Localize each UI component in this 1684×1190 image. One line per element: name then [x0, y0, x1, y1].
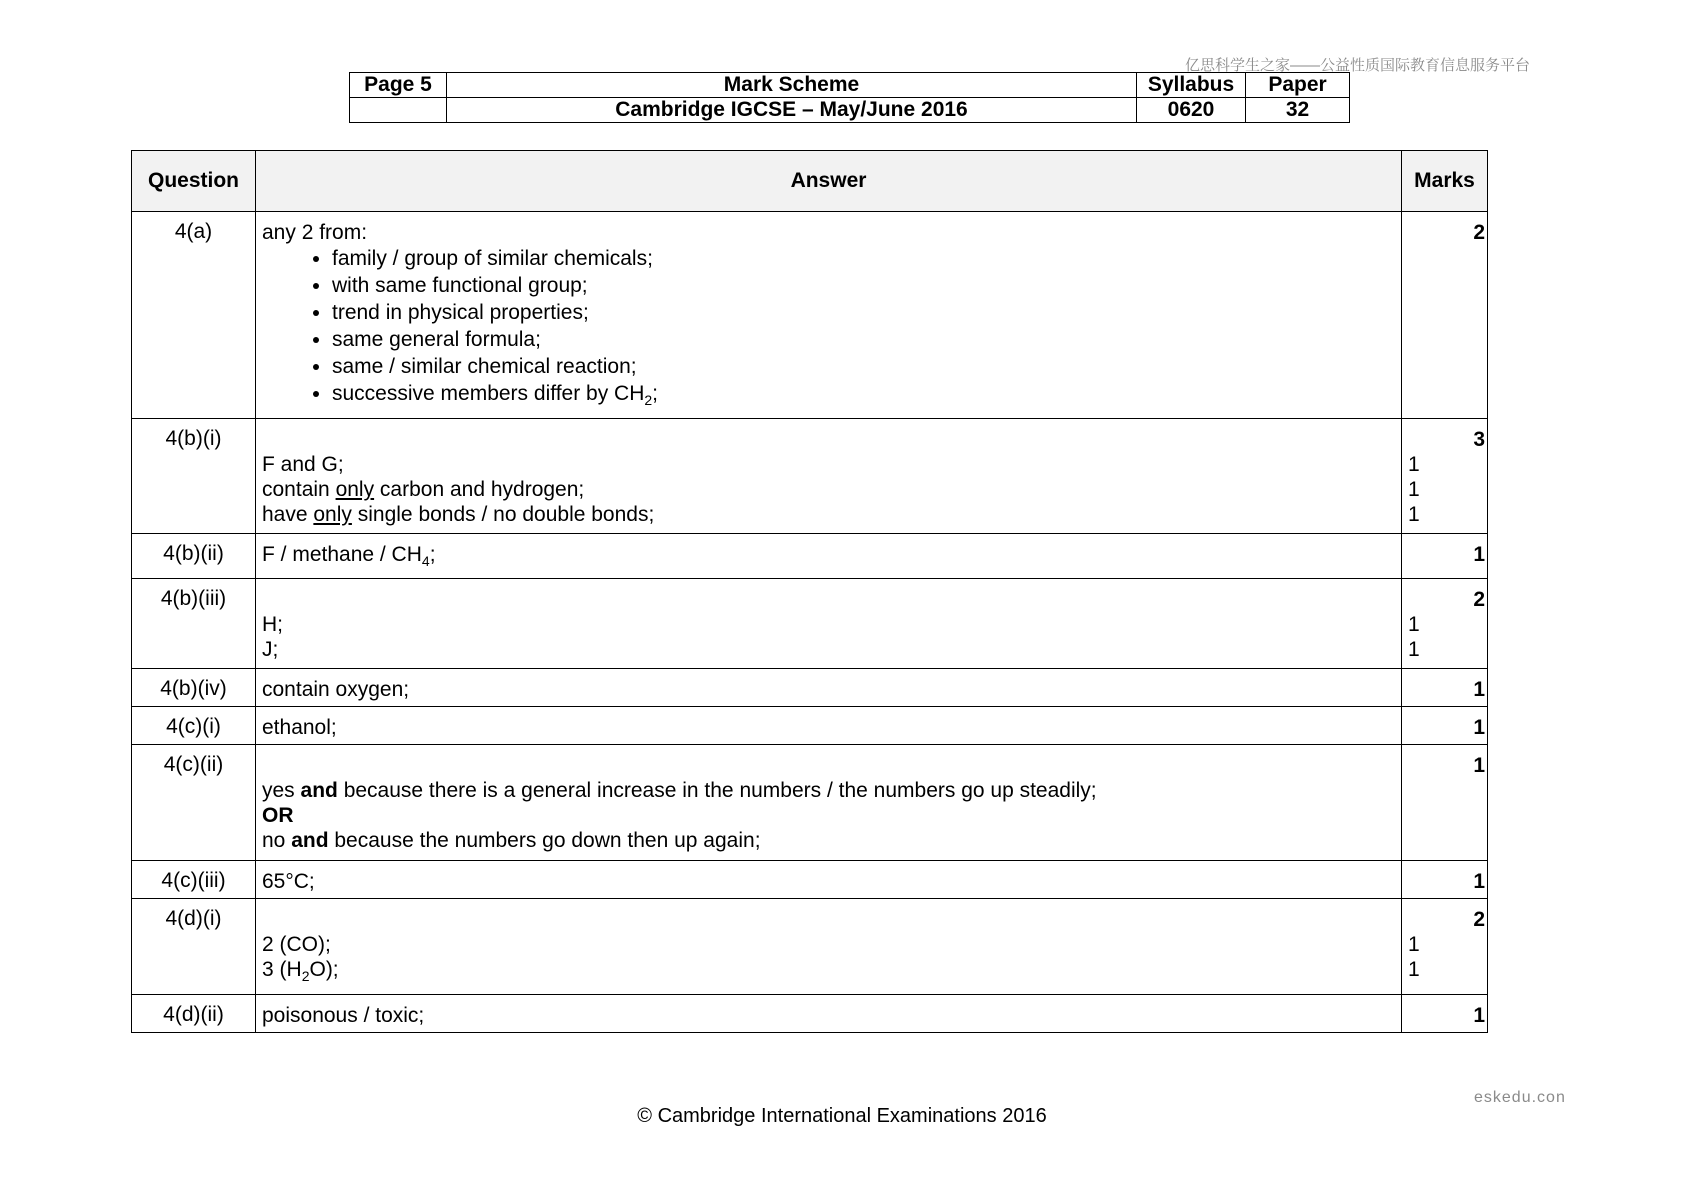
mark-total: 2: [1473, 908, 1485, 932]
answer-cell: F / methane / $CH_4$;: [256, 534, 1402, 579]
emphasis-underline: only: [313, 503, 352, 527]
document-title: Mark Scheme: [447, 73, 1137, 98]
mark-total: 2: [1473, 221, 1485, 244]
mark-sub: 1: [1408, 958, 1420, 982]
table-row: [132, 579, 1488, 669]
answer-or: OR: [262, 804, 294, 828]
table-row: [132, 861, 1488, 899]
answer-line: H;: [262, 613, 283, 637]
marks-cell: [1402, 861, 1488, 899]
marks-cell: [1402, 994, 1488, 1032]
question-number: 4(d)(ii): [132, 994, 256, 1032]
exam-name: Cambridge IGCSE – May/June 2016: [447, 98, 1137, 123]
answer-cell: [256, 745, 1402, 861]
mark-scheme-table: [131, 150, 1488, 1033]
answer-line: yes and because there is a general increase in the numbers / the numbers go up steadily;: [262, 779, 1097, 803]
paper-label: Paper: [1246, 73, 1350, 98]
answer-cell: contain oxygen;: [256, 669, 1402, 707]
mark-sub: 1: [1408, 453, 1420, 477]
mark-total: 1: [1473, 716, 1485, 740]
column-header-marks: Marks: [1402, 151, 1488, 212]
marks-cell: [1402, 669, 1488, 707]
answer-cell: poisonous / toxic;: [256, 994, 1402, 1032]
mark-total: 1: [1473, 870, 1485, 894]
mark-sub: 1: [1408, 613, 1420, 637]
answer-line: F and G;: [262, 453, 344, 477]
emphasis-underline: only: [335, 478, 375, 502]
list-item: [332, 380, 1395, 414]
paper-number: 32: [1246, 98, 1350, 123]
syllabus-code: 0620: [1137, 98, 1246, 123]
table-row: [132, 534, 1488, 579]
question-number: 4(a): [132, 212, 256, 419]
subscript: 2: [644, 392, 653, 409]
table-row: [132, 669, 1488, 707]
table-row: [132, 994, 1488, 1032]
answer-cell: ethanol;: [256, 707, 1402, 745]
mark-sub: 1: [1408, 638, 1420, 662]
page-number-blank: [350, 98, 447, 123]
mark-sub: 1: [1408, 933, 1420, 957]
marks-cell: [1402, 534, 1488, 579]
answer-line: no and because the numbers go down then up again;: [262, 829, 761, 853]
copyright-footer: © Cambridge International Examinations 2016: [637, 1105, 1047, 1127]
answer-line: 2 (CO);: [262, 933, 331, 957]
mark-total: 1: [1473, 543, 1485, 567]
table-row: [132, 419, 1488, 534]
answer-line: contain only carbon and hydrogen;: [262, 478, 585, 502]
mark-total: 1: [1473, 1003, 1485, 1027]
list-item: • same general formula;: [332, 326, 1395, 353]
question-number: 4(b)(iv): [132, 669, 256, 707]
mark-total: 2: [1473, 588, 1485, 612]
column-header-question: Question: [132, 151, 256, 212]
page-header-table: [349, 72, 1350, 123]
answer-cell: [256, 899, 1402, 994]
question-number: 4(d)(i): [132, 899, 256, 994]
marks-cell: [1402, 579, 1488, 669]
answer-line: J;: [262, 638, 279, 662]
syllabus-label: Syllabus: [1137, 73, 1246, 98]
bullet-text-end: ;: [652, 382, 659, 405]
marks-cell: [1402, 745, 1488, 861]
answer-cell: [256, 579, 1402, 669]
column-header-answer: Answer: [256, 151, 1402, 212]
table-header-row: [132, 151, 1488, 212]
mark-total: 1: [1473, 754, 1485, 778]
answer-cell: [256, 419, 1402, 534]
subscript: 4: [421, 553, 430, 570]
marks-cell: [1402, 212, 1488, 419]
answer-line: have only single bonds / no double bonds;: [262, 503, 655, 527]
answer-line: 3 $(H_2O)$;: [262, 958, 339, 985]
mark-sub: 1: [1408, 478, 1420, 502]
question-number: 4(b)(i): [132, 419, 256, 534]
answer-cell: 65°C;: [256, 861, 1402, 899]
marks-cell: [1402, 419, 1488, 534]
emphasis-bold: and: [291, 829, 329, 853]
marks-cell: [1402, 707, 1488, 745]
marks-cell: [1402, 899, 1488, 994]
mark-total: 1: [1473, 678, 1485, 702]
mark-sub: 1: [1408, 503, 1420, 527]
watermark-bottom: eskedu.con: [1474, 1089, 1566, 1106]
answer-intro: any 2 from:: [262, 221, 368, 244]
table-row: [132, 707, 1488, 745]
table-row: [132, 745, 1488, 861]
question-number: 4(c)(i): [132, 707, 256, 745]
page-number: Page 5: [350, 73, 447, 98]
answer-cell: [256, 212, 1402, 419]
table-row: [132, 212, 1488, 419]
answer-bullet-list: [262, 245, 1395, 414]
emphasis-bold: and: [300, 779, 338, 803]
list-item: • same / similar chemical reaction;: [332, 353, 1395, 380]
watermark-top: 亿思科学生之家——公益性质国际教育信息服务平台: [1185, 57, 1531, 74]
question-number: 4(b)(ii): [132, 534, 256, 579]
list-item: • family / group of similar chemicals;: [332, 245, 1395, 272]
mark-total: 3: [1473, 428, 1485, 452]
question-number: 4(c)(ii): [132, 745, 256, 861]
bullet-text: successive members differ by CH: [332, 382, 645, 405]
question-number: 4(b)(iii): [132, 579, 256, 669]
table-row: [132, 899, 1488, 994]
list-item: • with same functional group;: [332, 272, 1395, 299]
list-item: • trend in physical properties;: [332, 299, 1395, 326]
subscript: 2: [301, 968, 310, 985]
question-number: 4(c)(iii): [132, 861, 256, 899]
